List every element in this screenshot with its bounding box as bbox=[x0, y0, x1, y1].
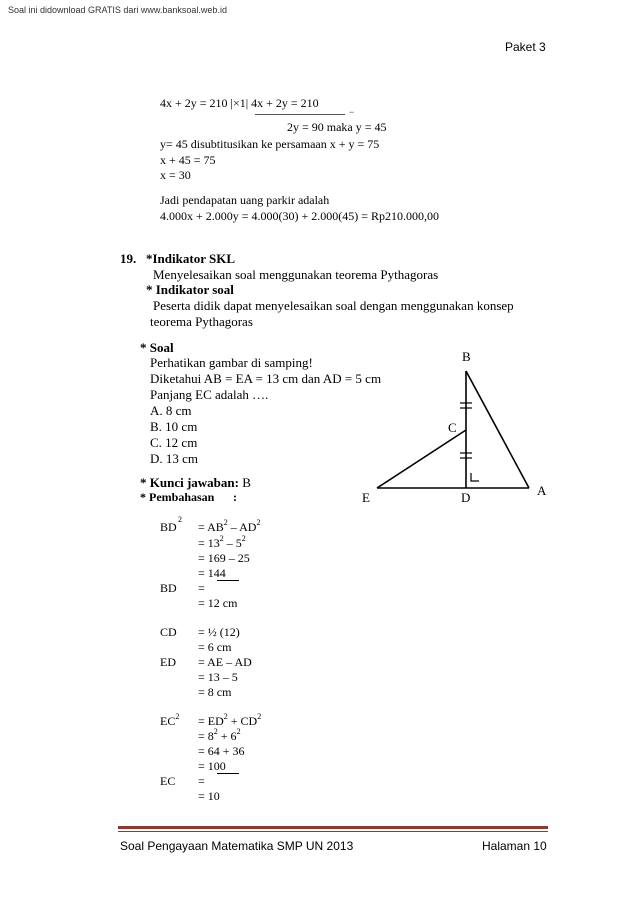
ed-line3: = 8 cm bbox=[198, 685, 232, 699]
ed-line2: = 13 – 5 bbox=[198, 670, 238, 684]
kunci-label: * Kunci jawaban: bbox=[140, 475, 239, 490]
ec-result: = 10 bbox=[198, 789, 220, 803]
bd-result: = 12 cm bbox=[198, 596, 238, 610]
bd-root-bar bbox=[217, 580, 239, 581]
ec-line3: = 64 + 36 bbox=[198, 744, 245, 758]
ed-line1: = AE – AD bbox=[198, 655, 252, 669]
option-c: C. 12 cm bbox=[150, 435, 198, 450]
bd-root-eq: = bbox=[198, 581, 205, 595]
prev-conclusion1: Jadi pendapatan uang parkir adalah bbox=[160, 193, 330, 207]
kunci-value: B bbox=[242, 475, 251, 490]
footer-rule-thick bbox=[118, 826, 548, 829]
indikator-text2: teorema Pythagoras bbox=[150, 314, 253, 329]
cd-line1: = ½ (12) bbox=[198, 625, 240, 639]
bd-formula: = $AB^2 - AD^2$ bbox=[198, 518, 261, 534]
option-b: B. 10 cm bbox=[150, 419, 198, 434]
vertex-a-label: A bbox=[537, 483, 547, 498]
vertex-c-label: C bbox=[448, 420, 457, 435]
vertex-b-label: B bbox=[462, 349, 471, 364]
skl-heading: *Indikator SKL bbox=[146, 251, 235, 266]
paket-label: Paket 3 bbox=[505, 40, 546, 54]
bd-line2: = $13^2 - 5^2$ bbox=[198, 534, 246, 550]
skl-text: Menyelesaikan soal menggunakan teorema Pythagoras bbox=[153, 267, 439, 282]
indikator-heading: * Indikator soal bbox=[146, 282, 234, 297]
soal-heading: * Soal bbox=[140, 340, 174, 355]
bd-line4: = 144 bbox=[198, 566, 226, 580]
soal-line3: Panjang EC adalah …. bbox=[150, 387, 269, 402]
ec-root-label: EC bbox=[160, 774, 176, 788]
cd-label: CD bbox=[160, 625, 177, 639]
prev-conclusion2: 4.000x + 2.000y = 4.000(30) + 2.000(45) = Rp210.000,00 bbox=[160, 209, 440, 223]
minus-sign: − bbox=[349, 107, 355, 117]
ec-root-bar bbox=[217, 773, 239, 774]
watermark: Soal ini didownload GRATIS dari www.banksoal.web.id bbox=[8, 5, 227, 15]
soal-line1: Perhatikan gambar di samping! bbox=[150, 355, 313, 370]
ec-line2: = $8^2 + 6^2$ bbox=[198, 727, 241, 743]
prev-equation: 4x + 2y = 210 |×1| 4x + 2y = 210 bbox=[160, 96, 319, 110]
option-d: D. 13 cm bbox=[150, 451, 199, 466]
pembahasan-label: * Pembahasan bbox=[140, 490, 215, 504]
vertex-d-label: D bbox=[461, 490, 471, 505]
bd-label: BD bbox=[160, 520, 177, 534]
prev-x-line2: x = 30 bbox=[160, 168, 191, 182]
footer-title: Soal Pengayaan Matematika SMP UN 2013 bbox=[120, 839, 354, 853]
ec-line4: = 100 bbox=[198, 759, 226, 773]
prev-result: 2y = 90 maka y = 45 bbox=[287, 120, 387, 134]
bd-line3: = 169 – 25 bbox=[198, 551, 250, 565]
bd-exp: 2 bbox=[178, 515, 182, 524]
bd-root-label: BD bbox=[160, 581, 177, 595]
soal-line2: Diketahui AB = EA = 13 cm dan AD = 5 cm bbox=[150, 371, 382, 386]
vertex-e-label: E bbox=[362, 490, 370, 505]
right-angle-mark bbox=[471, 473, 479, 481]
line-ab bbox=[466, 371, 529, 488]
pembahasan-colon: : bbox=[233, 490, 237, 504]
question-number: 19. bbox=[120, 251, 137, 266]
line-ec bbox=[377, 430, 466, 488]
prev-substitution: y= 45 disubtitusikan ke persamaan x + y = 75 bbox=[160, 137, 380, 151]
indikator-text1: Peserta didik dapat menyelesaikan soal dengan menggunakan konsep bbox=[153, 298, 514, 313]
ec-label: $EC^2$ bbox=[160, 712, 180, 728]
ec-formula: = $ED^2 + CD^2$ bbox=[198, 712, 262, 728]
option-a: A. 8 cm bbox=[150, 403, 192, 418]
cd-line2: = 6 cm bbox=[198, 640, 232, 654]
footer-rule-thin bbox=[118, 831, 548, 832]
prev-x-line1: x + 45 = 75 bbox=[160, 153, 216, 167]
ec-root-eq: = bbox=[198, 774, 205, 788]
ed-label: ED bbox=[160, 655, 176, 669]
footer-page: Halaman 10 bbox=[482, 839, 547, 853]
